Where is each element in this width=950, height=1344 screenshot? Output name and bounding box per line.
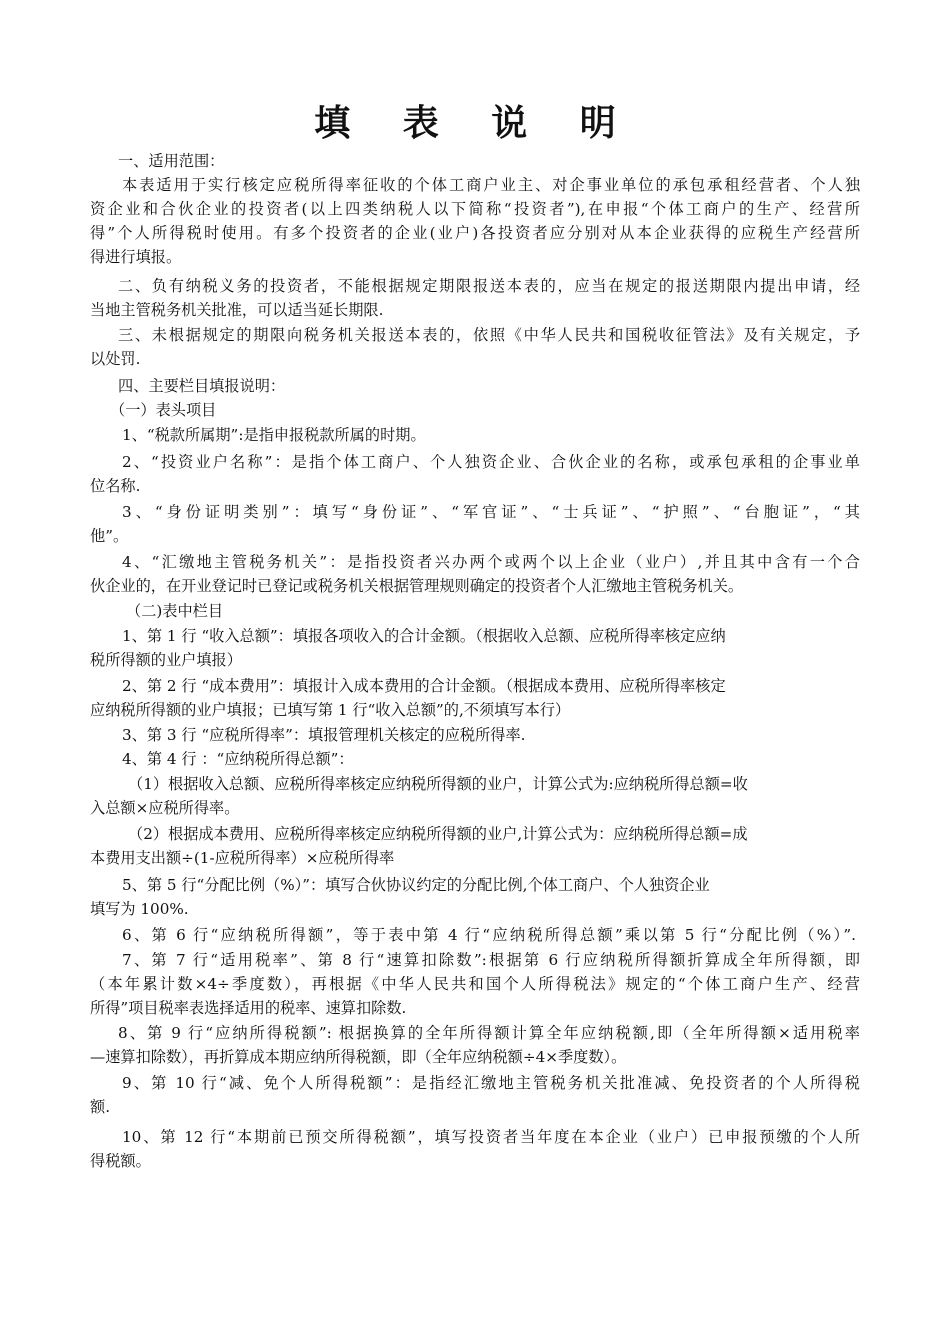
text-line: 额. bbox=[90, 1098, 111, 1116]
text-line: 他”。 bbox=[90, 527, 129, 545]
text-line: 10、第 12 行“本期前已预交所得税额”，填写投资者当年度在本企业（业户）已申报预缴的个人所 bbox=[122, 1128, 860, 1146]
text-line: —速算扣除数），再折算成本期应纳所得税额，即（全年应纳税额÷4×季度数）。 bbox=[90, 1048, 627, 1066]
text-line: 1、“税款所属期”:是指申报税款所属的时期。 bbox=[122, 426, 426, 444]
text-line: 所得”项目税率表选择适用的税率、速算扣除数. bbox=[90, 999, 407, 1017]
text-line: 2、“投资业户名称”：是指个体工商户、个人独资企业、合伙企业的名称，或承包承租的企事业单 bbox=[122, 453, 860, 471]
text-line: 得进行填报。 bbox=[90, 248, 182, 266]
text-line: 4、第 4 行 ：“应纳税所得总额”： bbox=[122, 750, 354, 768]
page-title: 填 表 说 明 bbox=[314, 103, 636, 144]
section-1-heading: 一、适用范围： bbox=[118, 152, 225, 170]
text-line: 税所得额的业户填报） bbox=[90, 651, 242, 669]
text-line: 7、第 7 行“适用税率”、第 8 行“速算扣除数”:根据第 6 行应纳税所得额折算成全年所得额，即 bbox=[122, 951, 860, 969]
text-line: 伙企业的，在开业登记时已登记或税务机关根据管理规则确定的投资者个人汇缴地主管税务机关。 bbox=[90, 577, 744, 595]
text-line: 3、第 3 行 “应税所得率”：填报管理机关核定的应税所得率. bbox=[122, 726, 526, 744]
text-line: 入总额×应税所得率。 bbox=[90, 799, 240, 817]
text-line: 得”个人所得税时使用。有多个投资者的企业(业户)各投资者应分别对从本企业获得的应税生产经营所 bbox=[90, 224, 860, 242]
text-line: 8、第 9 行“应纳所得税额”: 根据换算的全年所得额计算全年应纳税额,即（全年所得额×适用税率 bbox=[118, 1024, 860, 1042]
text-line: （本年累计数×4÷季度数），再根据《中华人民共和国个人所得税法》规定的“个体工商户生产、经营 bbox=[90, 975, 860, 993]
text-line: 1、第 1 行 “收入总额”：填报各项收入的合计金额。（根据收入总额、应税所得率核定应纳 bbox=[122, 627, 726, 645]
section-3-text: 三、未根据规定的期限向税务机关报送本表的，依照《中华人民共和国税收征管法》及有关规定，予 bbox=[118, 326, 860, 344]
subsection-heading: （一）表头项目 bbox=[110, 401, 217, 419]
text-line: 3、“身份证明类别”：填写“身份证”、“军官证”、“士兵证”、“护照”、“台胞证”，“其 bbox=[122, 503, 860, 521]
text-line: 以处罚. bbox=[90, 350, 141, 368]
section-4-heading: 四、主要栏目填报说明： bbox=[118, 377, 286, 395]
text-line: 5、第 5 行“分配比例（%）”：填写合伙协议约定的分配比例,个体工商户、个人独资企业 bbox=[122, 876, 710, 894]
text-line: 得税额。 bbox=[90, 1152, 151, 1170]
text-line: 6、第 6 行“应纳税所得额”，等于表中第 4 行“应纳税所得总额”乘以第 5 行“分配比例（%）”. bbox=[122, 926, 856, 944]
text-line: 资企业和合伙企业的投资者(以上四类纳税人以下简称“投资者”),在申报“个体工商户的生产、经营所 bbox=[90, 200, 860, 218]
text-line: 本表适用于实行核定应税所得率征收的个体工商户业主、对企事业单位的承包承租经营者、个人独 bbox=[122, 176, 860, 194]
text-line: 应纳税所得额的业户填报；已填写第 1 行“收入总额”的,不须填写本行） bbox=[90, 701, 571, 719]
text-line: 2、第 2 行 “成本费用”：填报计入成本费用的合计金额。（根据成本费用、应税所得率核定 bbox=[122, 677, 726, 695]
text-line: 9、第 10 行“减、免个人所得税额”：是指经汇缴地主管税务机关批准减、免投资者的个人所得税 bbox=[122, 1074, 860, 1092]
text-line: 填写为 100%. bbox=[90, 900, 189, 918]
text-line: 本费用支出额÷(1-应税所得率）×应税所得率 bbox=[90, 849, 395, 867]
text-line: 位名称. bbox=[90, 477, 141, 495]
text-line: 当地主管税务机关批准，可以适当延长期限. bbox=[90, 301, 384, 319]
text-line: （2）根据成本费用、应税所得率核定应纳税所得额的业户,计算公式为：应纳税所得总额=成 bbox=[128, 825, 748, 843]
subsection-heading: （二)表中栏目 bbox=[126, 602, 224, 620]
text-line: 4、“汇缴地主管税务机关”：是指投资者兴办两个或两个以上企业（业户）,并且其中含有一个合 bbox=[122, 553, 860, 571]
text-line: （1）根据收入总额、应税所得率核定应纳税所得额的业户，计算公式为:应纳税所得总额=收 bbox=[128, 775, 748, 793]
section-2-text: 二、负有纳税义务的投资者，不能根据规定期限报送本表的，应当在规定的报送期限内提出申请，经 bbox=[118, 277, 860, 295]
